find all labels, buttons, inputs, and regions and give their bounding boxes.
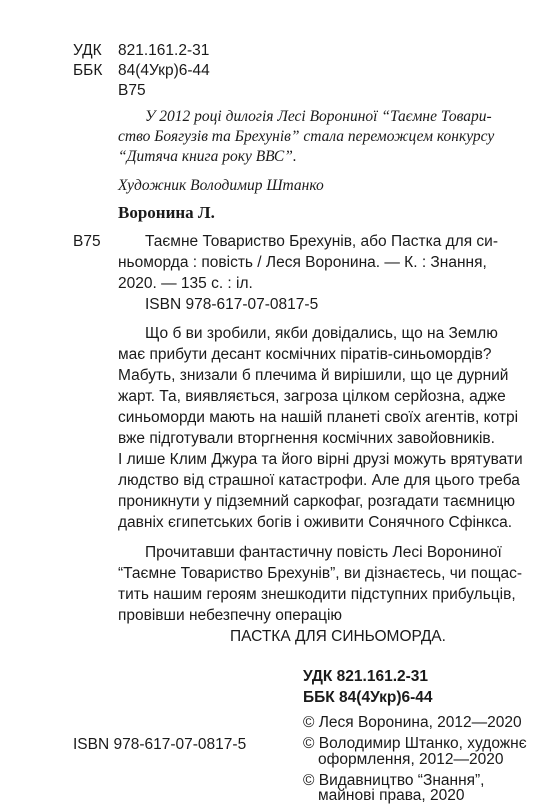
annotation-line: давніх єгипетських богів і оживити Сонячного Сфінкса. <box>118 514 513 531</box>
annotation-title: ПАСТКА ДЛЯ СИНЬОМОРДА. <box>230 628 446 645</box>
copyright-line: © Володимир Штанко, художнє <box>303 735 527 752</box>
annotation-line: жарт. Та, виявляється, загроза цілком серйозна, адже <box>118 388 506 405</box>
bib-isbn: ISBN 978-617-07-0817-5 <box>145 296 319 313</box>
prize-note-line: “Дитяча книга року ВВС”. <box>118 148 297 165</box>
copyright-line: оформлення, 2012—2020 <box>318 751 504 768</box>
isbn-bottom: ISBN 978-617-07-0817-5 <box>73 736 247 753</box>
annotation-line: Мабуть, знизали б плечима й вирішили, що це дурний <box>118 367 509 384</box>
bottom-udk: УДК 821.161.2-31 <box>303 668 429 685</box>
annotation-line: “Таємне Товариство Брехунів”, ви дізнаєтесь, чи пощас- <box>118 565 523 582</box>
annotation-line: людство від страшної катастрофи. Але для цього треба <box>118 472 520 489</box>
copyright-line: © Видавництво “Знання”, <box>303 772 485 789</box>
annotation-line: Що б ви зробили, якби довідались, що на Землю <box>145 325 498 342</box>
bbk-label: ББК <box>73 62 103 79</box>
bbk-value: 84(4Укр)6-44 <box>118 62 210 79</box>
bib-line: 2020. — 135 с. : іл. <box>118 275 253 292</box>
udk-label: УДК <box>73 42 102 59</box>
annotation-line: І лише Клим Джура та його вірні друзі можуть врятувати <box>118 451 523 468</box>
udk-value: 821.161.2-31 <box>118 42 210 59</box>
bottom-bbk: ББК 84(4Укр)6-44 <box>303 689 433 706</box>
author-heading: Воронина Л. <box>118 203 215 222</box>
annotation-line: синьоморди мають на нашій планеті своїх агентів, котрі <box>118 409 519 426</box>
annotation-line: вже підготували вторгнення космічних завойовників. <box>118 430 495 447</box>
illustrator-credit: Художник Володимир Штанко <box>118 177 324 194</box>
bib-line: Таємне Товариство Брехунів, або Пастка для си- <box>145 233 498 250</box>
bib-line: ньоморда : повість / Леся Воронина. — К. : Знання, <box>118 254 487 271</box>
author-code: В75 <box>118 82 146 99</box>
annotation-line: Прочитавши фантастичну повість Лесі Ворониної <box>145 544 502 561</box>
annotation-line: тить нашим героям знешкодити підступних прибульців, <box>118 586 516 603</box>
prize-note-line: ство Боягузів та Брехунів” стала переможцем конкурсу <box>118 128 495 145</box>
copyright-line: майнові права, 2020 <box>318 787 465 804</box>
annotation-line: проникнути у підземний саркофаг, розгадати таємницю <box>118 493 515 510</box>
bib-code: В75 <box>73 233 101 250</box>
prize-note-line: У 2012 році дилогія Лесі Ворониної “Таємне Товари- <box>145 108 492 125</box>
annotation-line: має прибути десант космічних піратів-синьомордів? <box>118 346 492 363</box>
copyright-line: © Леся Воронина, 2012—2020 <box>303 714 522 731</box>
annotation-line: провівши небезпечну операцію <box>118 607 343 624</box>
